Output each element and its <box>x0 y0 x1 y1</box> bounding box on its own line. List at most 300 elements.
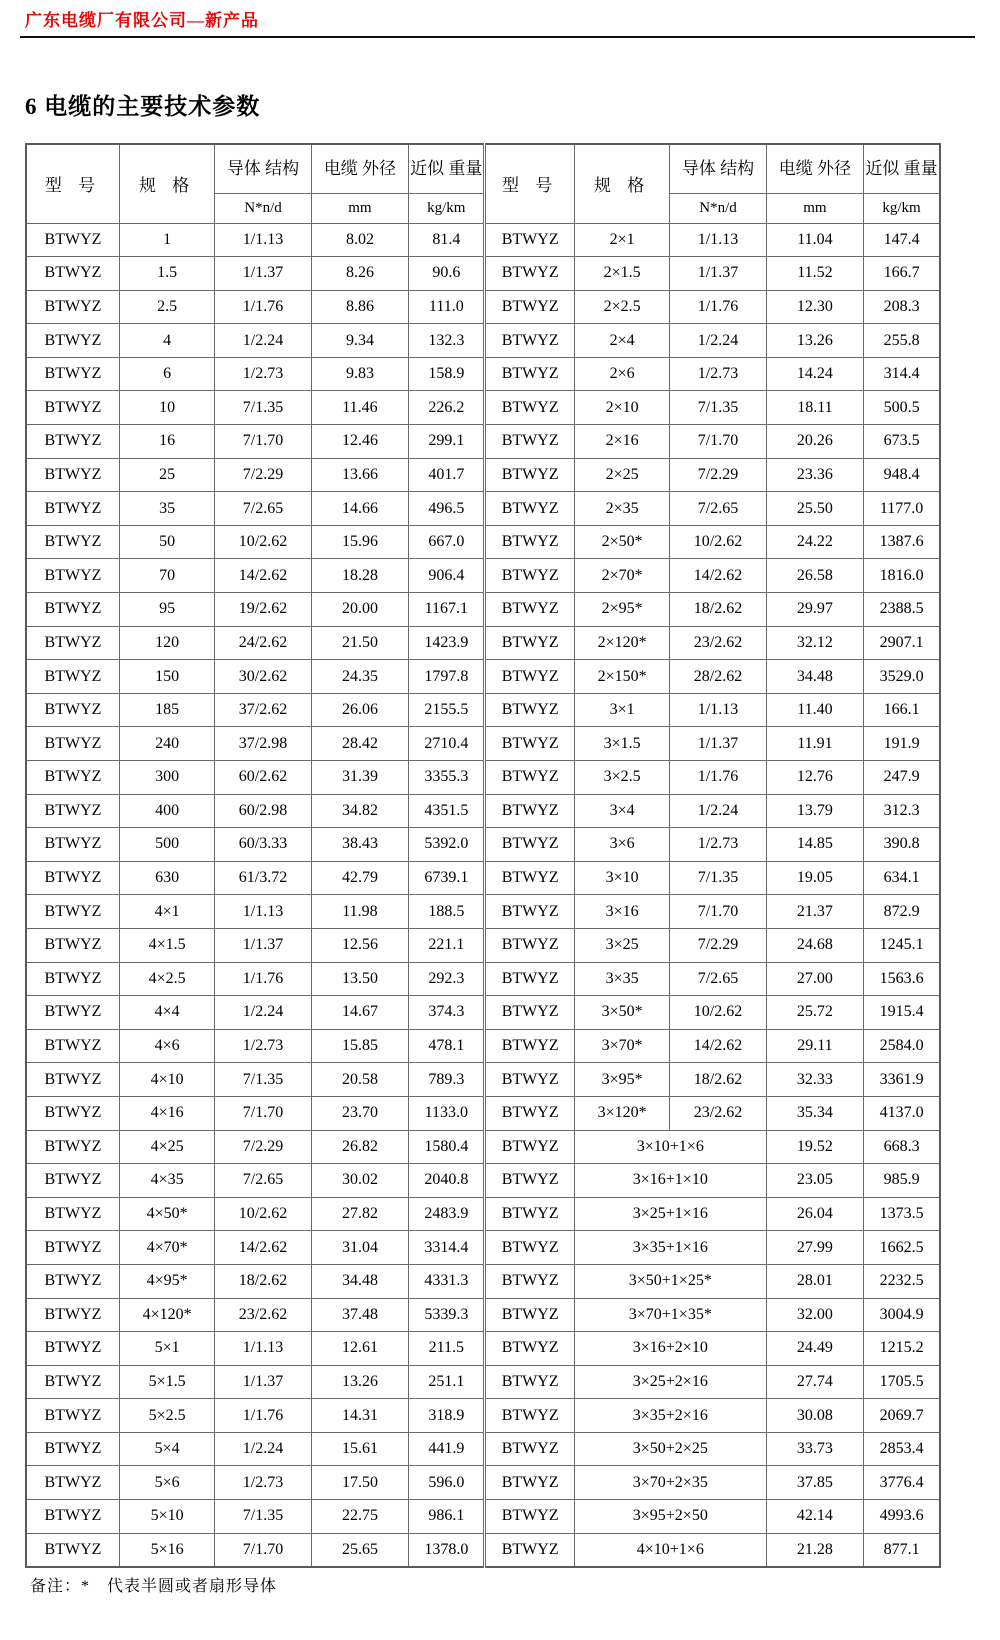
left-od-cell: 20.00 <box>311 593 408 627</box>
table-row <box>26 458 940 492</box>
left-od-cell: 14.67 <box>311 996 408 1030</box>
right-conductor-cell: 7/1.70 <box>670 895 766 929</box>
left-od-cell: 12.46 <box>311 425 408 459</box>
right-spec-header: 规 格 <box>574 144 669 223</box>
left-conductor-cell: 1/1.76 <box>215 290 311 324</box>
left-model-cell: BTWYZ <box>26 425 119 459</box>
left-spec-cell: 4×4 <box>119 996 214 1030</box>
left-od-cell: 27.82 <box>311 1197 408 1231</box>
right-weight-cell: 3361.9 <box>864 1063 940 1097</box>
right-conductor-unit: N*n/d <box>670 193 766 223</box>
right-spec-cell: 3×35+2×16 <box>574 1399 766 1433</box>
left-spec-cell: 4×6 <box>119 1029 214 1063</box>
left-spec-cell: 4×35 <box>119 1164 214 1198</box>
right-weight-cell: 166.7 <box>864 257 940 291</box>
left-spec-cell: 4×25 <box>119 1130 214 1164</box>
right-weight-cell: 2584.0 <box>864 1029 940 1063</box>
table-row <box>26 1500 940 1534</box>
right-od-cell: 21.37 <box>766 895 863 929</box>
right-weight-cell: 2907.1 <box>864 626 940 660</box>
table-row <box>26 1533 940 1567</box>
right-spec-cell: 3×10+1×6 <box>574 1130 766 1164</box>
right-od-cell: 11.04 <box>766 223 863 257</box>
left-od-cell: 25.65 <box>311 1533 408 1567</box>
left-od-cell: 13.26 <box>311 1365 408 1399</box>
left-weight-cell: 441.9 <box>409 1432 485 1466</box>
left-weight-cell: 4351.5 <box>409 794 485 828</box>
left-conductor-cell: 7/2.29 <box>215 1130 311 1164</box>
left-model-cell: BTWYZ <box>26 1164 119 1198</box>
right-spec-cell: 3×25+2×16 <box>574 1365 766 1399</box>
left-od-cell: 42.79 <box>311 861 408 895</box>
left-weight-cell: 90.6 <box>409 257 485 291</box>
right-spec-cell: 3×50+1×25* <box>574 1264 766 1298</box>
table-row <box>26 660 940 694</box>
right-weight-cell: 1215.2 <box>864 1332 940 1366</box>
right-od-cell: 25.50 <box>766 492 863 526</box>
table-row <box>26 290 940 324</box>
right-spec-cell: 2×1.5 <box>574 257 669 291</box>
right-od-cell: 24.22 <box>766 525 863 559</box>
right-model-cell: BTWYZ <box>485 1130 574 1164</box>
left-od-cell: 12.56 <box>311 928 408 962</box>
right-spec-cell: 3×10 <box>574 861 669 895</box>
right-weight-cell: 314.4 <box>864 357 940 391</box>
right-spec-cell: 3×50* <box>574 996 669 1030</box>
right-weight-cell: 500.5 <box>864 391 940 425</box>
left-model-cell: BTWYZ <box>26 357 119 391</box>
right-model-cell: BTWYZ <box>485 458 574 492</box>
left-model-cell: BTWYZ <box>26 928 119 962</box>
left-od-cell: 31.39 <box>311 761 408 795</box>
left-od-cell: 20.58 <box>311 1063 408 1097</box>
left-od-cell: 13.66 <box>311 458 408 492</box>
left-conductor-cell: 7/1.70 <box>215 1096 311 1130</box>
table-row <box>26 1029 940 1063</box>
left-weight-cell: 496.5 <box>409 492 485 526</box>
table-row <box>26 257 940 291</box>
left-model-cell: BTWYZ <box>26 1332 119 1366</box>
left-model-cell: BTWYZ <box>26 1264 119 1298</box>
left-od-cell: 30.02 <box>311 1164 408 1198</box>
left-model-cell: BTWYZ <box>26 761 119 795</box>
right-spec-cell: 3×1.5 <box>574 727 669 761</box>
left-conductor-cell: 60/2.98 <box>215 794 311 828</box>
right-model-cell: BTWYZ <box>485 962 574 996</box>
left-model-cell: BTWYZ <box>26 1399 119 1433</box>
left-weight-cell: 111.0 <box>409 290 485 324</box>
left-spec-cell: 35 <box>119 492 214 526</box>
left-weight-cell: 3355.3 <box>409 761 485 795</box>
right-spec-cell: 2×4 <box>574 324 669 358</box>
table-row <box>26 1130 940 1164</box>
left-conductor-cell: 10/2.62 <box>215 525 311 559</box>
right-model-cell: BTWYZ <box>485 425 574 459</box>
right-model-cell: BTWYZ <box>485 290 574 324</box>
left-weight-cell: 478.1 <box>409 1029 485 1063</box>
left-od-cell: 37.48 <box>311 1298 408 1332</box>
right-od-cell: 12.76 <box>766 761 863 795</box>
left-od-cell: 18.28 <box>311 559 408 593</box>
right-conductor-cell: 1/2.73 <box>670 357 766 391</box>
left-weight-cell: 4331.3 <box>409 1264 485 1298</box>
left-weight-cell: 2155.5 <box>409 693 485 727</box>
left-spec-cell: 25 <box>119 458 214 492</box>
left-weight-cell: 299.1 <box>409 425 485 459</box>
left-conductor-cell: 7/2.65 <box>215 492 311 526</box>
right-conductor-header: 导体 结构 <box>670 144 766 193</box>
left-conductor-cell: 24/2.62 <box>215 626 311 660</box>
table-row <box>26 1298 940 1332</box>
left-conductor-cell: 1/1.76 <box>215 1399 311 1433</box>
left-conductor-cell: 10/2.62 <box>215 1197 311 1231</box>
left-spec-cell: 1.5 <box>119 257 214 291</box>
left-weight-cell: 2710.4 <box>409 727 485 761</box>
left-conductor-cell: 37/2.62 <box>215 693 311 727</box>
left-model-cell: BTWYZ <box>26 727 119 761</box>
right-model-cell: BTWYZ <box>485 525 574 559</box>
table-row <box>26 1197 940 1231</box>
left-model-cell: BTWYZ <box>26 324 119 358</box>
left-od-cell: 31.04 <box>311 1231 408 1265</box>
table-row <box>26 962 940 996</box>
right-conductor-cell: 7/1.70 <box>670 425 766 459</box>
right-weight-cell: 191.9 <box>864 727 940 761</box>
right-spec-cell: 2×70* <box>574 559 669 593</box>
left-spec-cell: 4×2.5 <box>119 962 214 996</box>
right-model-cell: BTWYZ <box>485 828 574 862</box>
right-od-cell: 26.04 <box>766 1197 863 1231</box>
right-model-cell: BTWYZ <box>485 861 574 895</box>
left-weight-cell: 1167.1 <box>409 593 485 627</box>
left-model-cell: BTWYZ <box>26 660 119 694</box>
left-od-unit: mm <box>311 193 408 223</box>
left-weight-cell: 1423.9 <box>409 626 485 660</box>
left-weight-cell: 251.1 <box>409 1365 485 1399</box>
left-conductor-cell: 1/1.37 <box>215 1365 311 1399</box>
left-conductor-cell: 61/3.72 <box>215 861 311 895</box>
right-model-cell: BTWYZ <box>485 660 574 694</box>
left-spec-cell: 6 <box>119 357 214 391</box>
left-od-cell: 34.82 <box>311 794 408 828</box>
left-od-cell: 15.96 <box>311 525 408 559</box>
left-conductor-cell: 1/2.73 <box>215 357 311 391</box>
left-conductor-cell: 1/1.13 <box>215 1332 311 1366</box>
right-model-cell: BTWYZ <box>485 257 574 291</box>
left-od-cell: 9.34 <box>311 324 408 358</box>
left-od-cell: 38.43 <box>311 828 408 862</box>
left-od-cell: 11.98 <box>311 895 408 929</box>
left-weight-cell: 401.7 <box>409 458 485 492</box>
table-row <box>26 391 940 425</box>
left-conductor-header: 导体 结构 <box>215 144 311 193</box>
left-weight-cell: 667.0 <box>409 525 485 559</box>
right-model-cell: BTWYZ <box>485 1332 574 1366</box>
left-od-cell: 15.61 <box>311 1432 408 1466</box>
left-weight-cell: 1378.0 <box>409 1533 485 1567</box>
right-spec-cell: 2×1 <box>574 223 669 257</box>
right-weight-cell: 390.8 <box>864 828 940 862</box>
right-spec-cell: 3×95+2×50 <box>574 1500 766 1534</box>
left-conductor-cell: 7/2.29 <box>215 458 311 492</box>
left-spec-cell: 4×95* <box>119 1264 214 1298</box>
right-conductor-cell: 7/2.29 <box>670 928 766 962</box>
table-row <box>26 593 940 627</box>
table-row <box>26 357 940 391</box>
left-weight-cell: 5339.3 <box>409 1298 485 1332</box>
right-conductor-cell: 1/1.13 <box>670 223 766 257</box>
left-spec-header: 规 格 <box>119 144 214 223</box>
right-model-cell: BTWYZ <box>485 1533 574 1567</box>
table-row <box>26 828 940 862</box>
right-model-cell: BTWYZ <box>485 1365 574 1399</box>
left-weight-cell: 1133.0 <box>409 1096 485 1130</box>
right-od-cell: 11.91 <box>766 727 863 761</box>
table-row <box>26 895 940 929</box>
right-weight-cell: 1387.6 <box>864 525 940 559</box>
left-conductor-cell: 7/2.65 <box>215 1164 311 1198</box>
right-weight-cell: 2388.5 <box>864 593 940 627</box>
left-od-cell: 15.85 <box>311 1029 408 1063</box>
left-weight-cell: 374.3 <box>409 996 485 1030</box>
right-spec-cell: 3×70+2×35 <box>574 1466 766 1500</box>
right-model-cell: BTWYZ <box>485 391 574 425</box>
left-od-cell: 14.31 <box>311 1399 408 1433</box>
right-model-cell: BTWYZ <box>485 626 574 660</box>
right-conductor-cell: 1/1.76 <box>670 290 766 324</box>
left-model-cell: BTWYZ <box>26 1500 119 1534</box>
left-spec-cell: 4×16 <box>119 1096 214 1130</box>
left-conductor-cell: 14/2.62 <box>215 559 311 593</box>
right-od-cell: 24.49 <box>766 1332 863 1366</box>
table-body <box>26 223 940 1567</box>
right-od-cell: 33.73 <box>766 1432 863 1466</box>
left-model-cell: BTWYZ <box>26 1063 119 1097</box>
right-spec-cell: 3×16+1×10 <box>574 1164 766 1198</box>
left-model-cell: BTWYZ <box>26 492 119 526</box>
left-conductor-cell: 60/2.62 <box>215 761 311 795</box>
right-conductor-cell: 7/2.65 <box>670 962 766 996</box>
right-od-cell: 12.30 <box>766 290 863 324</box>
left-spec-cell: 500 <box>119 828 214 862</box>
right-weight-cell: 673.5 <box>864 425 940 459</box>
right-model-cell: BTWYZ <box>485 1197 574 1231</box>
right-spec-cell: 2×16 <box>574 425 669 459</box>
left-od-cell: 14.66 <box>311 492 408 526</box>
left-conductor-cell: 1/2.73 <box>215 1466 311 1500</box>
right-spec-cell: 2×150* <box>574 660 669 694</box>
left-od-header: 电缆 外径 <box>311 144 408 193</box>
left-conductor-cell: 1/1.37 <box>215 928 311 962</box>
right-weight-cell: 312.3 <box>864 794 940 828</box>
right-spec-cell: 3×50+2×25 <box>574 1432 766 1466</box>
right-weight-cell: 668.3 <box>864 1130 940 1164</box>
right-spec-cell: 3×120* <box>574 1096 669 1130</box>
left-od-cell: 24.35 <box>311 660 408 694</box>
right-od-cell: 24.68 <box>766 928 863 962</box>
right-conductor-cell: 18/2.62 <box>670 1063 766 1097</box>
right-weight-cell: 3776.4 <box>864 1466 940 1500</box>
left-conductor-cell: 1/1.13 <box>215 895 311 929</box>
right-spec-cell: 2×35 <box>574 492 669 526</box>
left-spec-cell: 4×10 <box>119 1063 214 1097</box>
right-model-cell: BTWYZ <box>485 761 574 795</box>
left-od-cell: 21.50 <box>311 626 408 660</box>
table-row <box>26 1231 940 1265</box>
table-row <box>26 1264 940 1298</box>
table-row <box>26 1365 940 1399</box>
left-weight-cell: 318.9 <box>409 1399 485 1433</box>
right-model-cell: BTWYZ <box>485 1029 574 1063</box>
left-model-header: 型 号 <box>26 144 119 223</box>
right-weight-cell: 3529.0 <box>864 660 940 694</box>
right-conductor-cell: 1/1.37 <box>670 727 766 761</box>
right-spec-cell: 3×25+1×16 <box>574 1197 766 1231</box>
table-row <box>26 1432 940 1466</box>
right-model-cell: BTWYZ <box>485 492 574 526</box>
right-weight-cell: 4993.6 <box>864 1500 940 1534</box>
right-model-cell: BTWYZ <box>485 1164 574 1198</box>
right-od-cell: 25.72 <box>766 996 863 1030</box>
left-model-cell: BTWYZ <box>26 1197 119 1231</box>
right-weight-cell: 1705.5 <box>864 1365 940 1399</box>
left-spec-cell: 4×1 <box>119 895 214 929</box>
left-spec-cell: 5×2.5 <box>119 1399 214 1433</box>
right-conductor-cell: 7/2.29 <box>670 458 766 492</box>
left-weight-cell: 2040.8 <box>409 1164 485 1198</box>
right-spec-cell: 4×10+1×6 <box>574 1533 766 1567</box>
table-row <box>26 525 940 559</box>
right-model-cell: BTWYZ <box>485 593 574 627</box>
right-model-cell: BTWYZ <box>485 928 574 962</box>
table-row <box>26 626 940 660</box>
left-spec-cell: 50 <box>119 525 214 559</box>
right-od-cell: 42.14 <box>766 1500 863 1534</box>
right-spec-cell: 3×70+1×35* <box>574 1298 766 1332</box>
right-model-cell: BTWYZ <box>485 1264 574 1298</box>
left-conductor-cell: 1/2.73 <box>215 1029 311 1063</box>
left-od-cell: 23.70 <box>311 1096 408 1130</box>
left-spec-cell: 4×70* <box>119 1231 214 1265</box>
right-od-unit: mm <box>766 193 863 223</box>
left-conductor-cell: 1/1.13 <box>215 223 311 257</box>
left-od-cell: 17.50 <box>311 1466 408 1500</box>
left-conductor-cell: 14/2.62 <box>215 1231 311 1265</box>
right-weight-cell: 2232.5 <box>864 1264 940 1298</box>
left-weight-cell: 6739.1 <box>409 861 485 895</box>
right-conductor-cell: 1/2.24 <box>670 794 766 828</box>
left-weight-cell: 226.2 <box>409 391 485 425</box>
right-conductor-cell: 1/1.76 <box>670 761 766 795</box>
right-model-cell: BTWYZ <box>485 223 574 257</box>
left-spec-cell: 120 <box>119 626 214 660</box>
left-spec-cell: 5×4 <box>119 1432 214 1466</box>
right-model-cell: BTWYZ <box>485 693 574 727</box>
right-model-cell: BTWYZ <box>485 357 574 391</box>
right-conductor-cell: 1/2.73 <box>670 828 766 862</box>
left-spec-cell: 4×50* <box>119 1197 214 1231</box>
left-model-cell: BTWYZ <box>26 861 119 895</box>
right-weight-cell: 985.9 <box>864 1164 940 1198</box>
left-conductor-cell: 1/1.37 <box>215 257 311 291</box>
left-conductor-cell: 37/2.98 <box>215 727 311 761</box>
right-weight-cell: 3004.9 <box>864 1298 940 1332</box>
right-od-cell: 27.00 <box>766 962 863 996</box>
right-weight-cell: 1373.5 <box>864 1197 940 1231</box>
left-model-cell: BTWYZ <box>26 626 119 660</box>
right-od-cell: 20.26 <box>766 425 863 459</box>
right-weight-cell: 877.1 <box>864 1533 940 1567</box>
right-od-cell: 23.05 <box>766 1164 863 1198</box>
right-spec-cell: 3×6 <box>574 828 669 862</box>
right-weight-cell: 1245.1 <box>864 928 940 962</box>
left-model-cell: BTWYZ <box>26 525 119 559</box>
right-weight-cell: 634.1 <box>864 861 940 895</box>
table-row <box>26 996 940 1030</box>
left-conductor-cell: 7/1.70 <box>215 1533 311 1567</box>
right-conductor-cell: 1/1.37 <box>670 257 766 291</box>
left-conductor-cell: 23/2.62 <box>215 1298 311 1332</box>
table-row <box>26 1063 940 1097</box>
right-weight-cell: 1915.4 <box>864 996 940 1030</box>
right-model-cell: BTWYZ <box>485 1432 574 1466</box>
left-weight-cell: 221.1 <box>409 928 485 962</box>
left-spec-cell: 2.5 <box>119 290 214 324</box>
left-conductor-unit: N*n/d <box>215 193 311 223</box>
left-conductor-cell: 7/1.35 <box>215 1500 311 1534</box>
right-od-cell: 35.34 <box>766 1096 863 1130</box>
right-od-cell: 30.08 <box>766 1399 863 1433</box>
left-spec-cell: 70 <box>119 559 214 593</box>
left-model-cell: BTWYZ <box>26 391 119 425</box>
right-conductor-cell: 14/2.62 <box>670 1029 766 1063</box>
left-spec-cell: 185 <box>119 693 214 727</box>
left-od-cell: 28.42 <box>311 727 408 761</box>
right-od-cell: 28.01 <box>766 1264 863 1298</box>
right-spec-cell: 3×25 <box>574 928 669 962</box>
left-model-cell: BTWYZ <box>26 1533 119 1567</box>
left-weight-cell: 986.1 <box>409 1500 485 1534</box>
left-weight-cell: 292.3 <box>409 962 485 996</box>
left-od-cell: 12.61 <box>311 1332 408 1366</box>
left-weight-cell: 81.4 <box>409 223 485 257</box>
right-weight-cell: 166.1 <box>864 693 940 727</box>
left-model-cell: BTWYZ <box>26 1096 119 1130</box>
right-od-cell: 27.99 <box>766 1231 863 1265</box>
left-spec-cell: 5×6 <box>119 1466 214 1500</box>
right-spec-cell: 3×16+2×10 <box>574 1332 766 1366</box>
left-model-cell: BTWYZ <box>26 1231 119 1265</box>
right-model-cell: BTWYZ <box>485 794 574 828</box>
right-model-cell: BTWYZ <box>485 1063 574 1097</box>
right-od-cell: 26.58 <box>766 559 863 593</box>
left-spec-cell: 10 <box>119 391 214 425</box>
left-conductor-cell: 30/2.62 <box>215 660 311 694</box>
right-spec-cell: 3×35 <box>574 962 669 996</box>
right-spec-cell: 3×2.5 <box>574 761 669 795</box>
left-conductor-cell: 60/3.33 <box>215 828 311 862</box>
left-conductor-cell: 1/2.24 <box>215 324 311 358</box>
left-model-cell: BTWYZ <box>26 693 119 727</box>
company-header: 广东电缆厂有限公司—新产品 <box>25 11 259 30</box>
left-weight-cell: 789.3 <box>409 1063 485 1097</box>
right-spec-cell: 3×16 <box>574 895 669 929</box>
table-row <box>26 1096 940 1130</box>
table-row <box>26 727 940 761</box>
left-model-cell: BTWYZ <box>26 1432 119 1466</box>
right-model-cell: BTWYZ <box>485 1399 574 1433</box>
left-model-cell: BTWYZ <box>26 794 119 828</box>
